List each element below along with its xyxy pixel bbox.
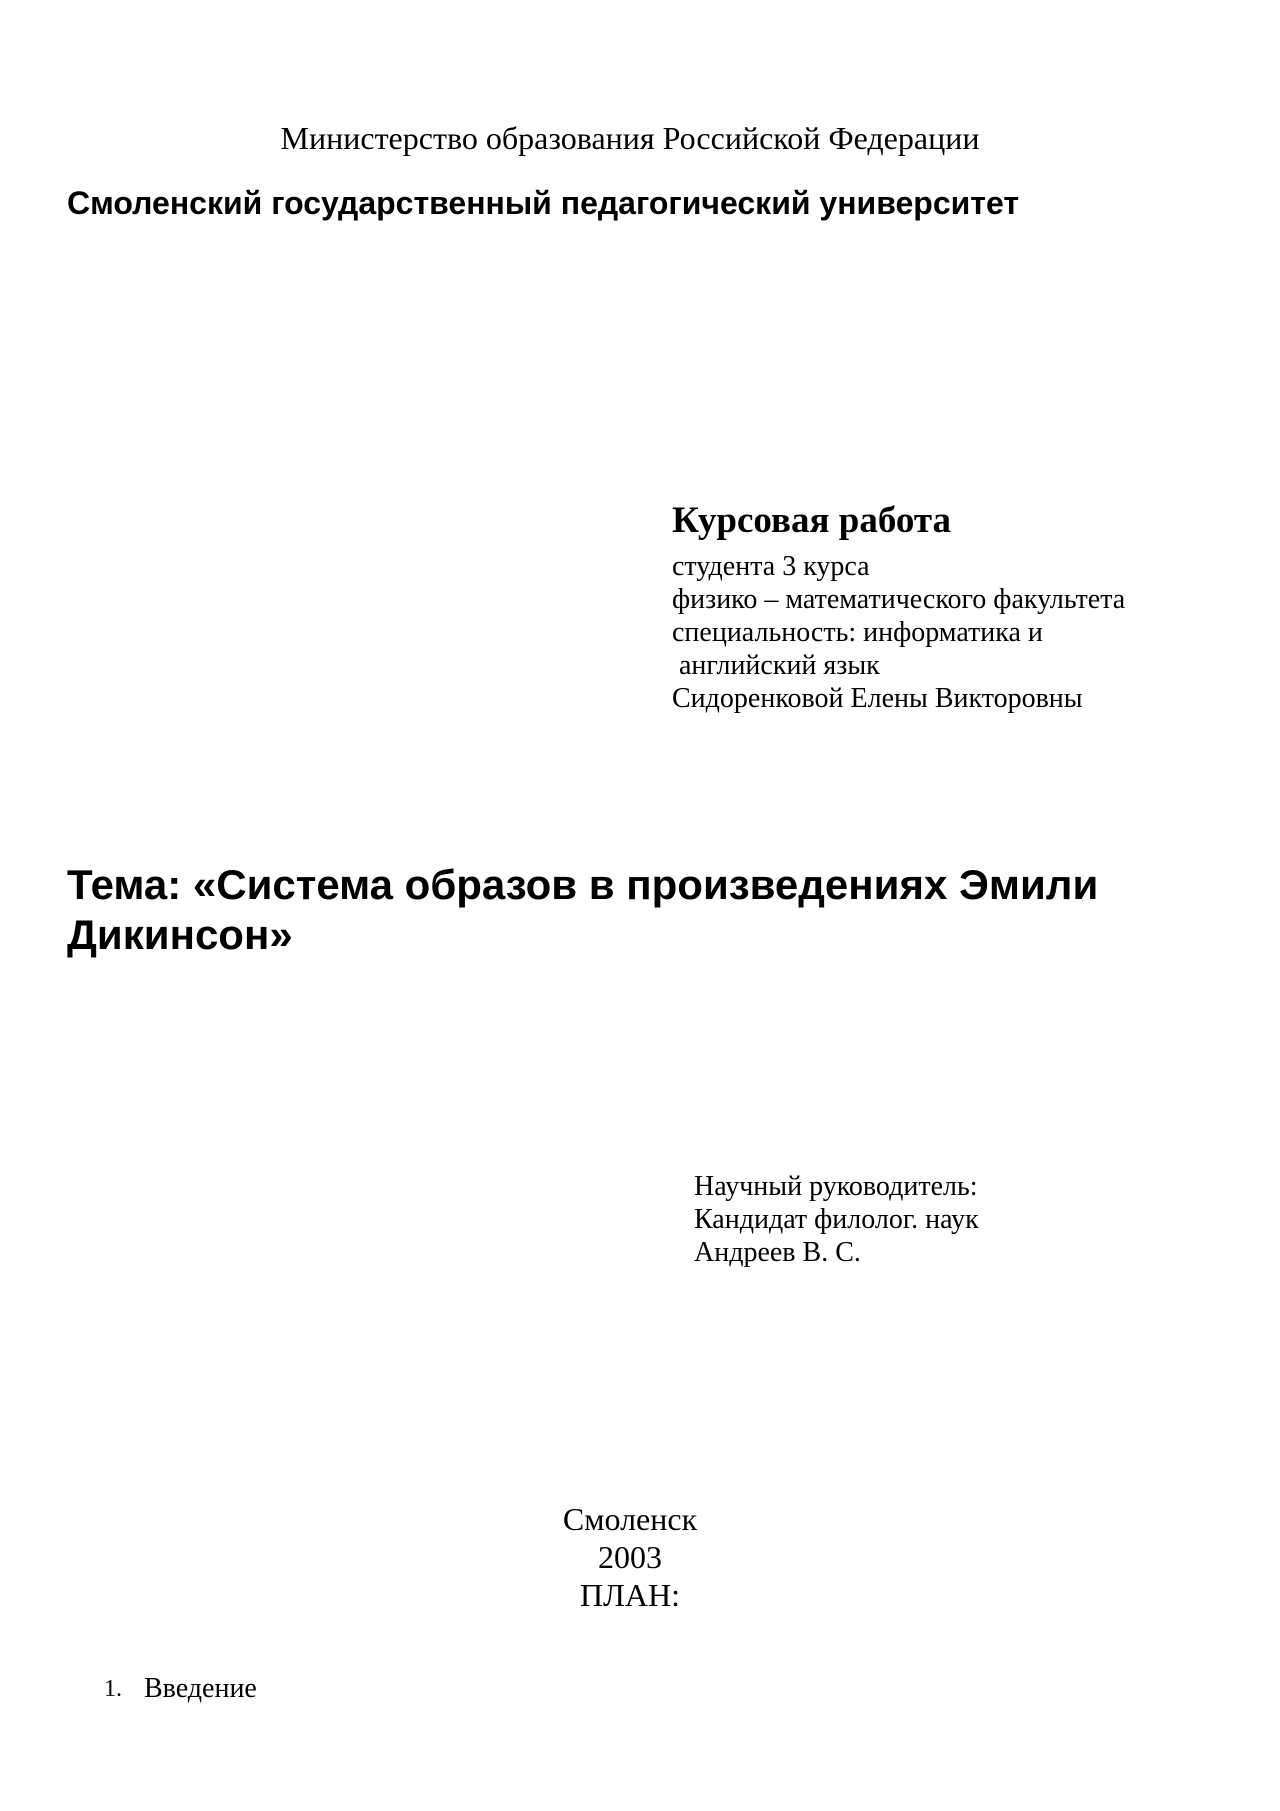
supervisor-block	[694, 1170, 1174, 1269]
specialty-continuation-line: английский язык	[672, 650, 880, 681]
year: 2003	[598, 1539, 662, 1575]
specialty-line: специальность: информатика и	[672, 617, 1043, 648]
ministry-name: Министерство образования Российской Федерации	[280, 120, 980, 156]
list-item-number: 1.	[104, 1676, 122, 1702]
student-year-line: студента 3 курса	[672, 551, 870, 582]
plan-list	[104, 1672, 257, 1706]
list-item-label: Введение	[144, 1673, 257, 1704]
coursework-block	[672, 498, 1192, 715]
supervisor-name: Андреев В. С.	[694, 1237, 861, 1268]
city: Смоленск	[562, 1501, 698, 1537]
faculty-line: физико – математического факультета	[672, 584, 1126, 615]
plan-heading: ПЛАН:	[580, 1577, 680, 1613]
topic-title: Тема: «Система образов в произведениях Эмили Дикинсон»	[67, 861, 1099, 958]
list-item	[104, 1672, 257, 1706]
university-name: Смоленский государственный педагогический университет	[67, 185, 1019, 221]
footer-block	[0, 1500, 1260, 1614]
student-name-line: Сидоренковой Елены Викторовны	[672, 683, 1083, 714]
supervisor-degree: Кандидат филолог. наук	[694, 1204, 979, 1235]
coursework-title: Курсовая работа	[672, 500, 951, 541]
supervisor-heading: Научный руководитель:	[694, 1171, 978, 1202]
